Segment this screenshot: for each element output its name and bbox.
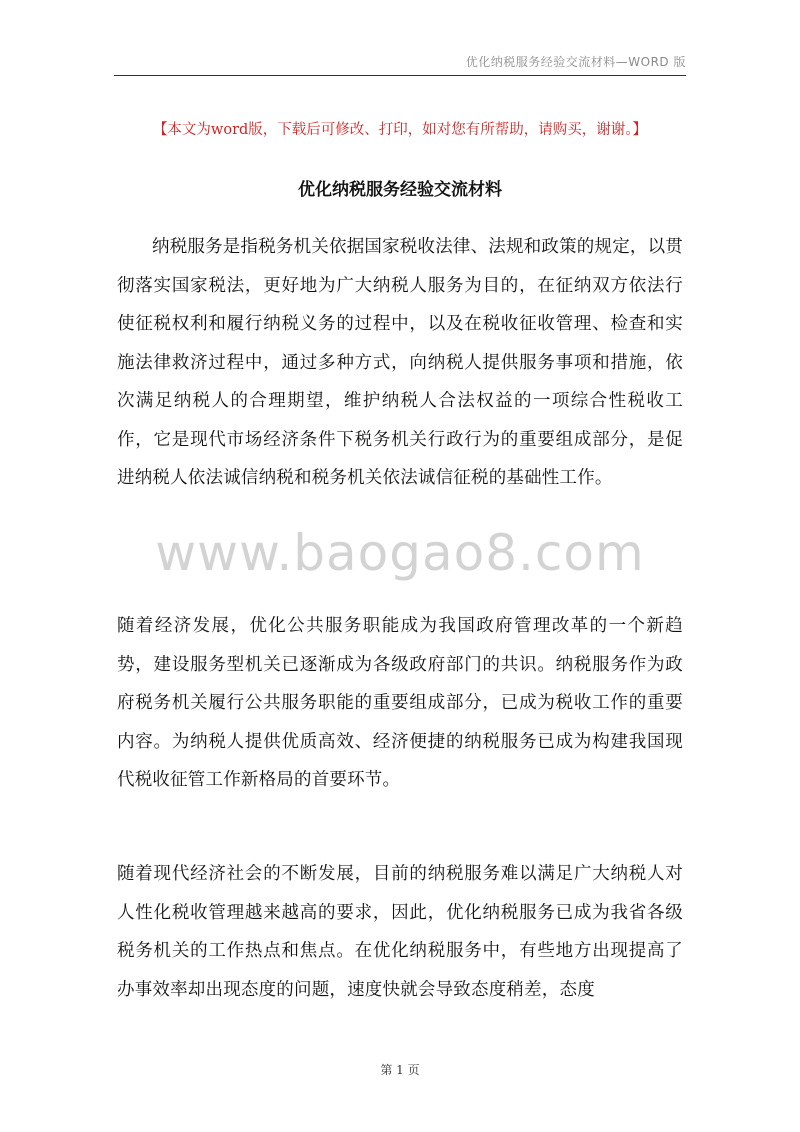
header-divider <box>114 75 686 76</box>
watermark: www.baogao8.com <box>155 524 645 582</box>
body-paragraph: 纳税服务是指税务机关依据国家税收法律、法规和政策的规定，以贯彻落实国家税法，更好地为广大纳税人服务为目的，在征纳双方依法行使征税权利和履行纳税义务的过程中，以及在税收征收管理、检查和实施法律救济过程中，通过多种方式，向纳税人提供服务事项和措施，依次满足纳税人的合理期望，维护纳税人合法权益的一项综合性税收工作，它是现代市场经济条件下税务机关行政行为的重要组成部分，是促进纳税人依法诚信纳税和税务机关依法诚信征税的基础性工作。 <box>117 237 683 488</box>
running-header: 优化纳税服务经验交流材料—WORD 版 <box>465 55 686 69</box>
body-paragraph: 随着现代经济社会的不断发展，目前的纳税服务难以满足广大纳税人对人性化税收管理越来越高的要求，因此，优化纳税服务已成为我省各级税务机关的工作热点和焦点。在优化纳税服务中，有些地方出现提高了办事效率却出现态度的问题，速度快就会导致态度稍差，态度 <box>117 864 683 1000</box>
download-notice: 【本文为word版，下载后可修改、打印，如对您有所帮助，请购买，谢谢。】 <box>152 122 648 138</box>
page-number: 第 1 页 <box>380 1063 420 1077</box>
document-title: 优化纳税服务经验交流材料 <box>298 180 502 200</box>
body-paragraph: 随着经济发展，优化公共服务职能成为我国政府管理改革的一个新趋势，建设服务型机关已逐渐成为各级政府部门的共识。纳税服务作为政府税务机关履行公共服务职能的重要组成部分，已成为税收工作的重要内容。为纳税人提供优质高效、经济便捷的纳税服务已成为构建我国现代税收征管工作新格局的首要环节。 <box>117 616 683 790</box>
